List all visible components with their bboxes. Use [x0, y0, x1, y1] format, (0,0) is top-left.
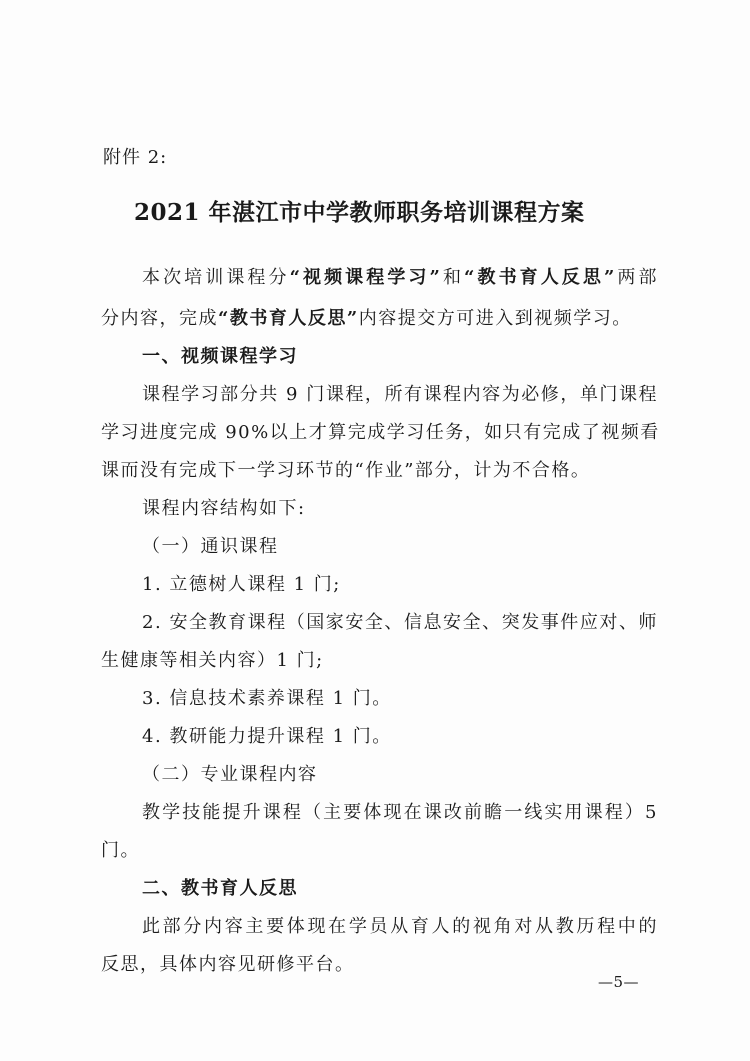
- intro-text: 本次培训课程分: [142, 267, 290, 288]
- body-line: 此部分内容主要体现在学员从育人的视角对从教历程中的: [142, 916, 658, 937]
- subsection-heading: （一）通识课程: [142, 536, 279, 557]
- intro-text: 两部: [615, 267, 659, 288]
- list-item: 2. 安全教育课程（国家安全、信息安全、突发事件应对、师: [142, 612, 658, 633]
- section-heading: 一、视频课程学习: [142, 346, 298, 367]
- page-number: —5—: [598, 973, 640, 991]
- body-line: 反思，具体内容见研修平台。: [101, 954, 355, 975]
- list-item: 生健康等相关内容）1 门;: [101, 650, 324, 671]
- body-line: 课而没有完成下一学习环节的“作业”部分，计为不合格。: [101, 460, 591, 481]
- attachment-label: 附件 2:: [103, 147, 168, 168]
- body-line: 学习进度完成 90%以上才算完成学习任务，如只有完成了视频看: [101, 422, 660, 443]
- list-item: 4. 教研能力提升课程 1 门。: [142, 726, 392, 747]
- intro-line-2: [101, 307, 632, 331]
- intro-text: 分内容，完成: [101, 308, 218, 329]
- body-line: 教学技能提升课程（主要体现在课改前瞻一线实用课程）5: [142, 802, 658, 823]
- body-line: 课程内容结构如下:: [142, 498, 306, 519]
- document-title: 2021 年湛江市中学教师职务培训课程方案: [134, 199, 585, 226]
- intro-text: 和: [441, 267, 465, 288]
- body-line: 门。: [101, 840, 140, 861]
- intro-term: “教书育人反思”: [464, 267, 616, 288]
- list-item: 1. 立德树人课程 1 门;: [142, 574, 341, 595]
- body-line: 课程学习部分共 9 门课程，所有课程内容为必修，单门课程: [142, 384, 658, 405]
- intro-text: 内容提交方可进入到视频学习。: [358, 308, 632, 329]
- list-item: 3. 信息技术素养课程 1 门。: [142, 688, 392, 709]
- intro-term: “教书育人反思”: [218, 308, 359, 329]
- intro-line-1: [142, 266, 658, 290]
- intro-term: “视频课程学习”: [289, 267, 442, 288]
- subsection-heading: （二）专业课程内容: [142, 764, 318, 785]
- section-heading: 二、教书育人反思: [142, 878, 298, 899]
